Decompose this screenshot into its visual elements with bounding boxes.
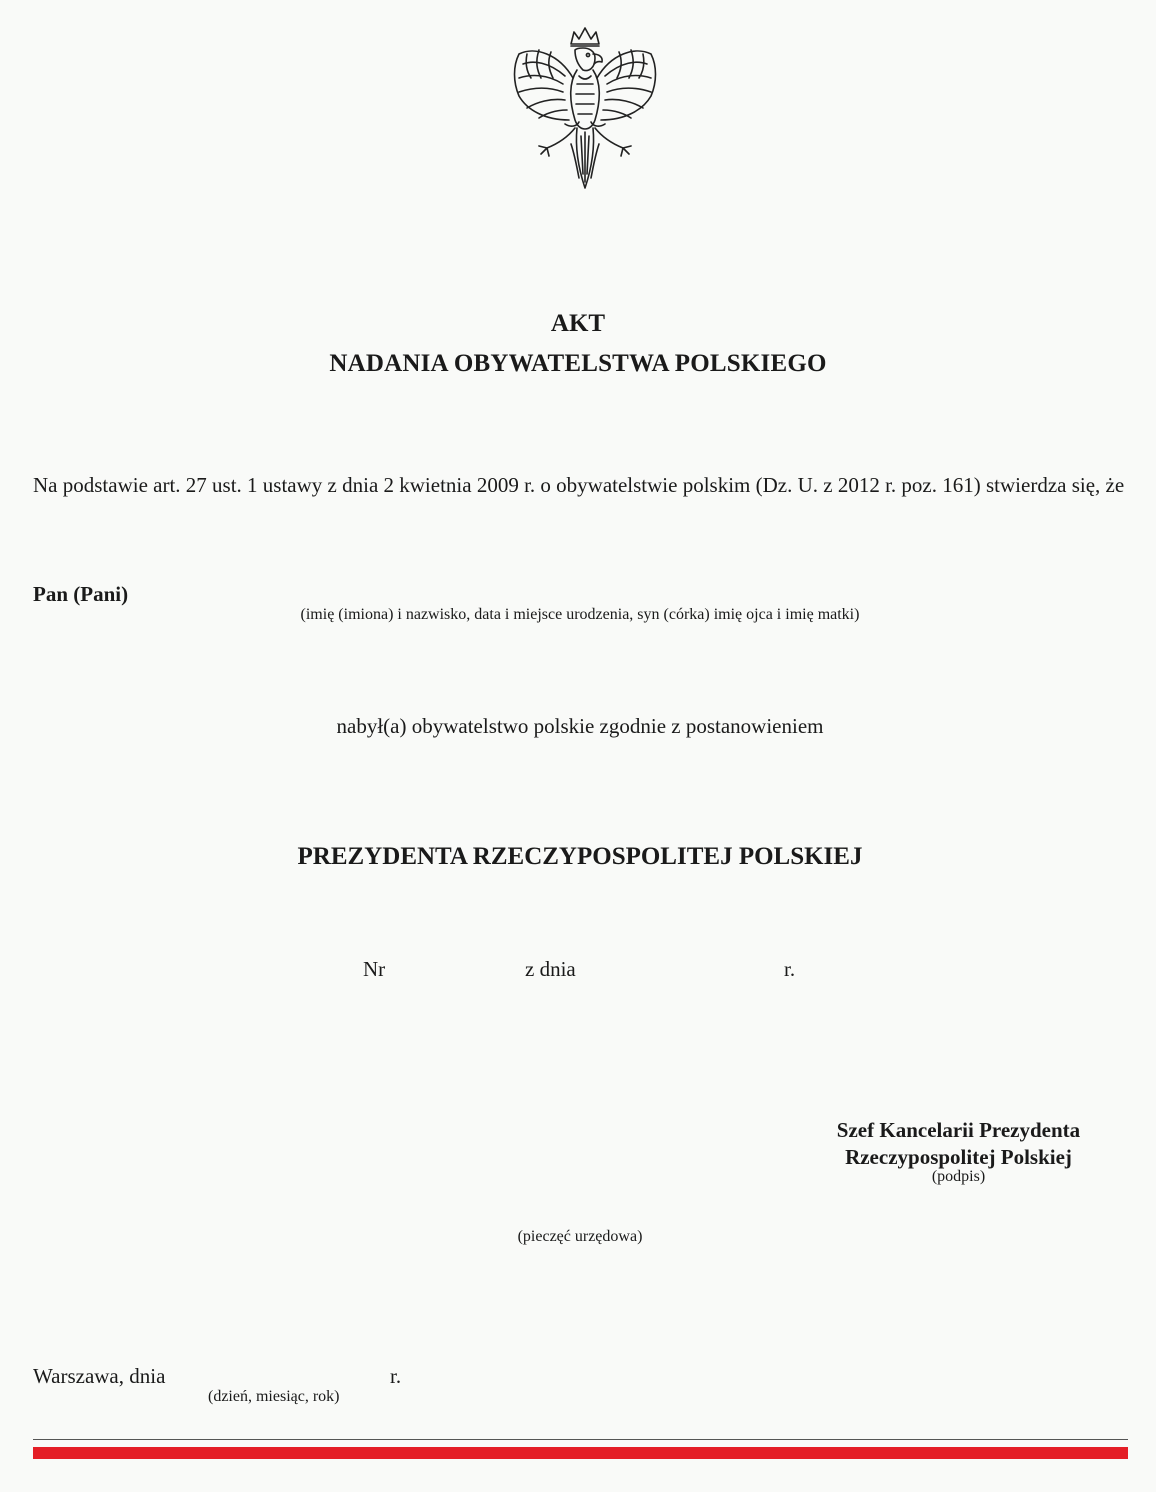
decision-date-label: z dnia xyxy=(525,957,576,981)
signatory-title-line1: Szef Kancelarii Prezydenta xyxy=(836,1118,1081,1142)
acquired-statement: nabył(a) obywatelstwo polskie zgodnie z postanowieniem xyxy=(336,714,824,738)
signature-hint: (podpis) xyxy=(931,1168,986,1185)
document-title: AKT xyxy=(550,310,606,337)
legal-basis-paragraph: Na podstawie art. 27 ust. 1 ustawy z dnia 2 kwietnia 2009 r. o obywatelstwie polskim (Dz. U. z 2012 r. poz. 161) stwierdza się, że xyxy=(33,473,1125,497)
issue-date-hint: (dzień, miesiąc, rok) xyxy=(208,1388,340,1405)
signatory-title xyxy=(780,1117,1137,1171)
signatory-title-line2: Rzeczypospolitej Polskiej xyxy=(845,1145,1072,1169)
official-seal-hint: (pieczęć urzędowa) xyxy=(517,1228,643,1245)
place-date-label: Warszawa, dnia xyxy=(33,1364,166,1388)
decision-year-suffix: r. xyxy=(784,957,796,981)
issue-year-suffix: r. xyxy=(390,1364,402,1388)
decision-number-label: Nr xyxy=(363,957,386,981)
national-color-stripe xyxy=(33,1447,1128,1459)
person-field-hint: (imię (imiona) i nazwisko, data i miejsce urodzenia, syn (córka) imię ojca i imię matki) xyxy=(300,606,860,623)
president-heading: PREZYDENTA RZECZYPOSPOLITEJ POLSKIEJ xyxy=(297,843,863,870)
person-label: Pan (Pani) xyxy=(33,582,129,606)
coat-of-arms-eagle-icon xyxy=(505,24,665,194)
footer-divider xyxy=(33,1439,1128,1440)
document-subtitle: NADANIA OBYWATELSTWA POLSKIEGO xyxy=(329,350,827,377)
